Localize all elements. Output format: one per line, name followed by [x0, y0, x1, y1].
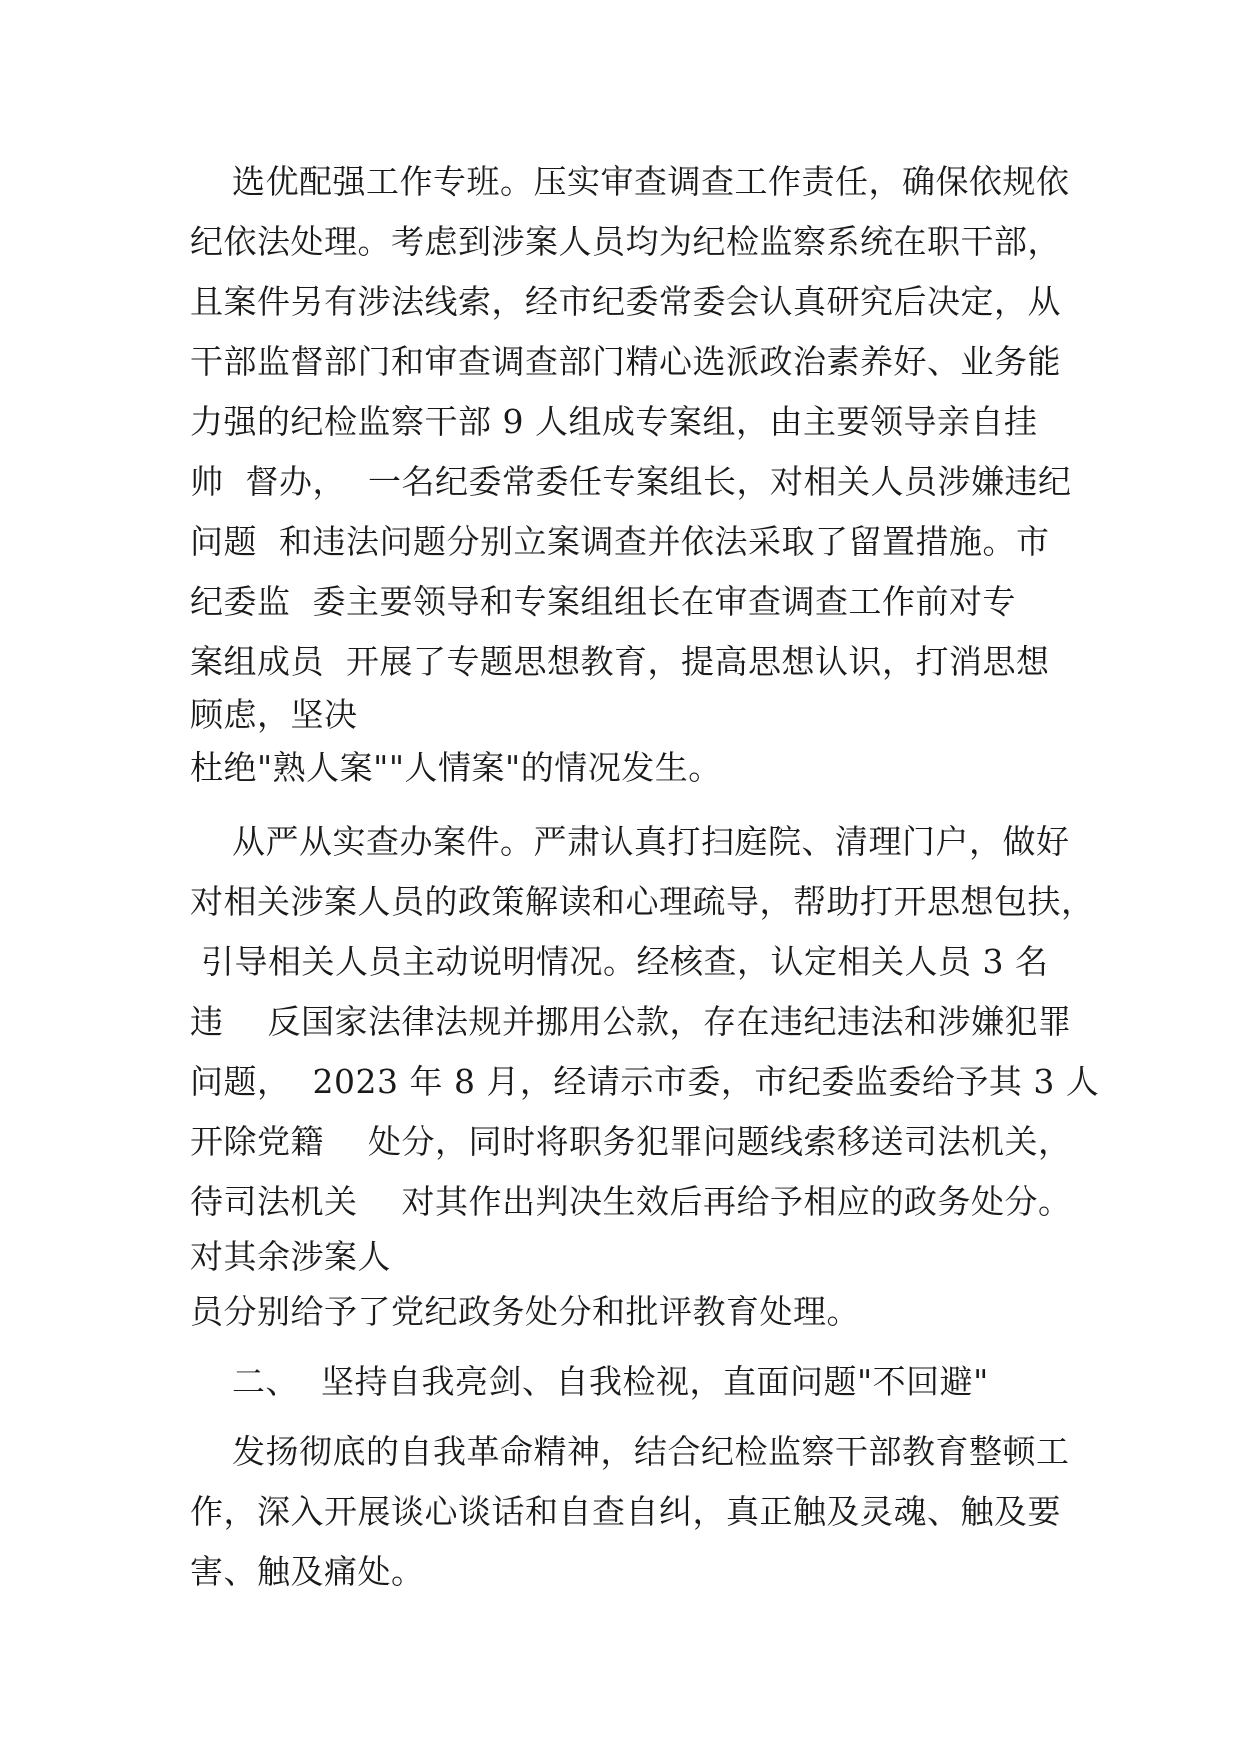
para-1-line-6: 帅 督办， 一名纪委常委任专案组长，对相关人员涉嫌违纪 [190, 462, 1072, 501]
para-2-line-4: 违 反国家法律法规并挪用公款，存在违纪违法和涉嫌犯罪 [190, 1002, 1072, 1041]
para-2-line-9: 员分别给予了党纪政务处分和批评教育处理。 [190, 1292, 860, 1331]
para-2-line-3: 引导相关人员主动说明情况。经核查，认定相关人员 3 名 [190, 942, 1049, 981]
para-3-line-3: 害、触及痛处。 [190, 1552, 425, 1591]
para-2-line-6: 开除党籍 处分，同时将职务犯罪问题线索移送司法机关， [190, 1122, 1072, 1161]
para-2-line-1: 从严从实查办案件。严肃认真打扫庭院、清理门户，做好 [232, 822, 1070, 861]
para-3-line-2: 作，深入开展谈心谈话和自查自纠，真正触及灵魂、触及要 [190, 1492, 1061, 1531]
para-1-line-10: 顾虑，坚决 [190, 695, 358, 734]
para-2-line-8: 对其余涉案人 [190, 1237, 391, 1276]
para-1-line-7: 问题 和违法问题分别立案调查并依法采取了留置措施。市 [190, 522, 1050, 561]
para-1-line-4: 干部监督部门和审查调查部门精心选派政治素养好、业务能 [190, 342, 1061, 381]
para-1-line-5: 力强的纪检监察干部 9 人组成专案组，由主要领导亲自挂 [190, 402, 1038, 441]
para-1-line-9: 案组成员 开展了专题思想教育，提高思想认识，打消思想 [190, 642, 1050, 681]
para-2-line-7: 待司法机关 对其作出判决生效后再给予相应的政务处分。 [190, 1182, 1072, 1221]
para-2-line-2: 对相关涉案人员的政策解读和心理疏导，帮助打开思想包扶， [190, 882, 1095, 921]
para-1-line-2: 纪依法处理。考虑到涉案人员均为纪检监察系统在职干部， [190, 222, 1061, 261]
para-1-line-3: 且案件另有涉法线索，经市纪委常委会认真研究后决定，从 [190, 282, 1061, 321]
para-2-line-5: 问题， 2023 年 8 月，经请示市委，市纪委监委给予其 3 人 [190, 1062, 1100, 1101]
para-1-line-1: 选优配强工作专班。压实审查调查工作责任，确保依规依 [232, 162, 1070, 201]
para-1-line-11: 杜绝"熟人案""人情案"的情况发生。 [190, 748, 722, 787]
para-1-line-8: 纪委监 委主要领导和专案组组长在审查调查工作前对专 [190, 582, 1016, 621]
section-heading-2: 二、 坚持自我亮剑、自我检视，直面问题"不回避" [232, 1362, 989, 1401]
para-3-line-1: 发扬彻底的自我革命精神，结合纪检监察干部教育整顿工 [232, 1432, 1070, 1471]
